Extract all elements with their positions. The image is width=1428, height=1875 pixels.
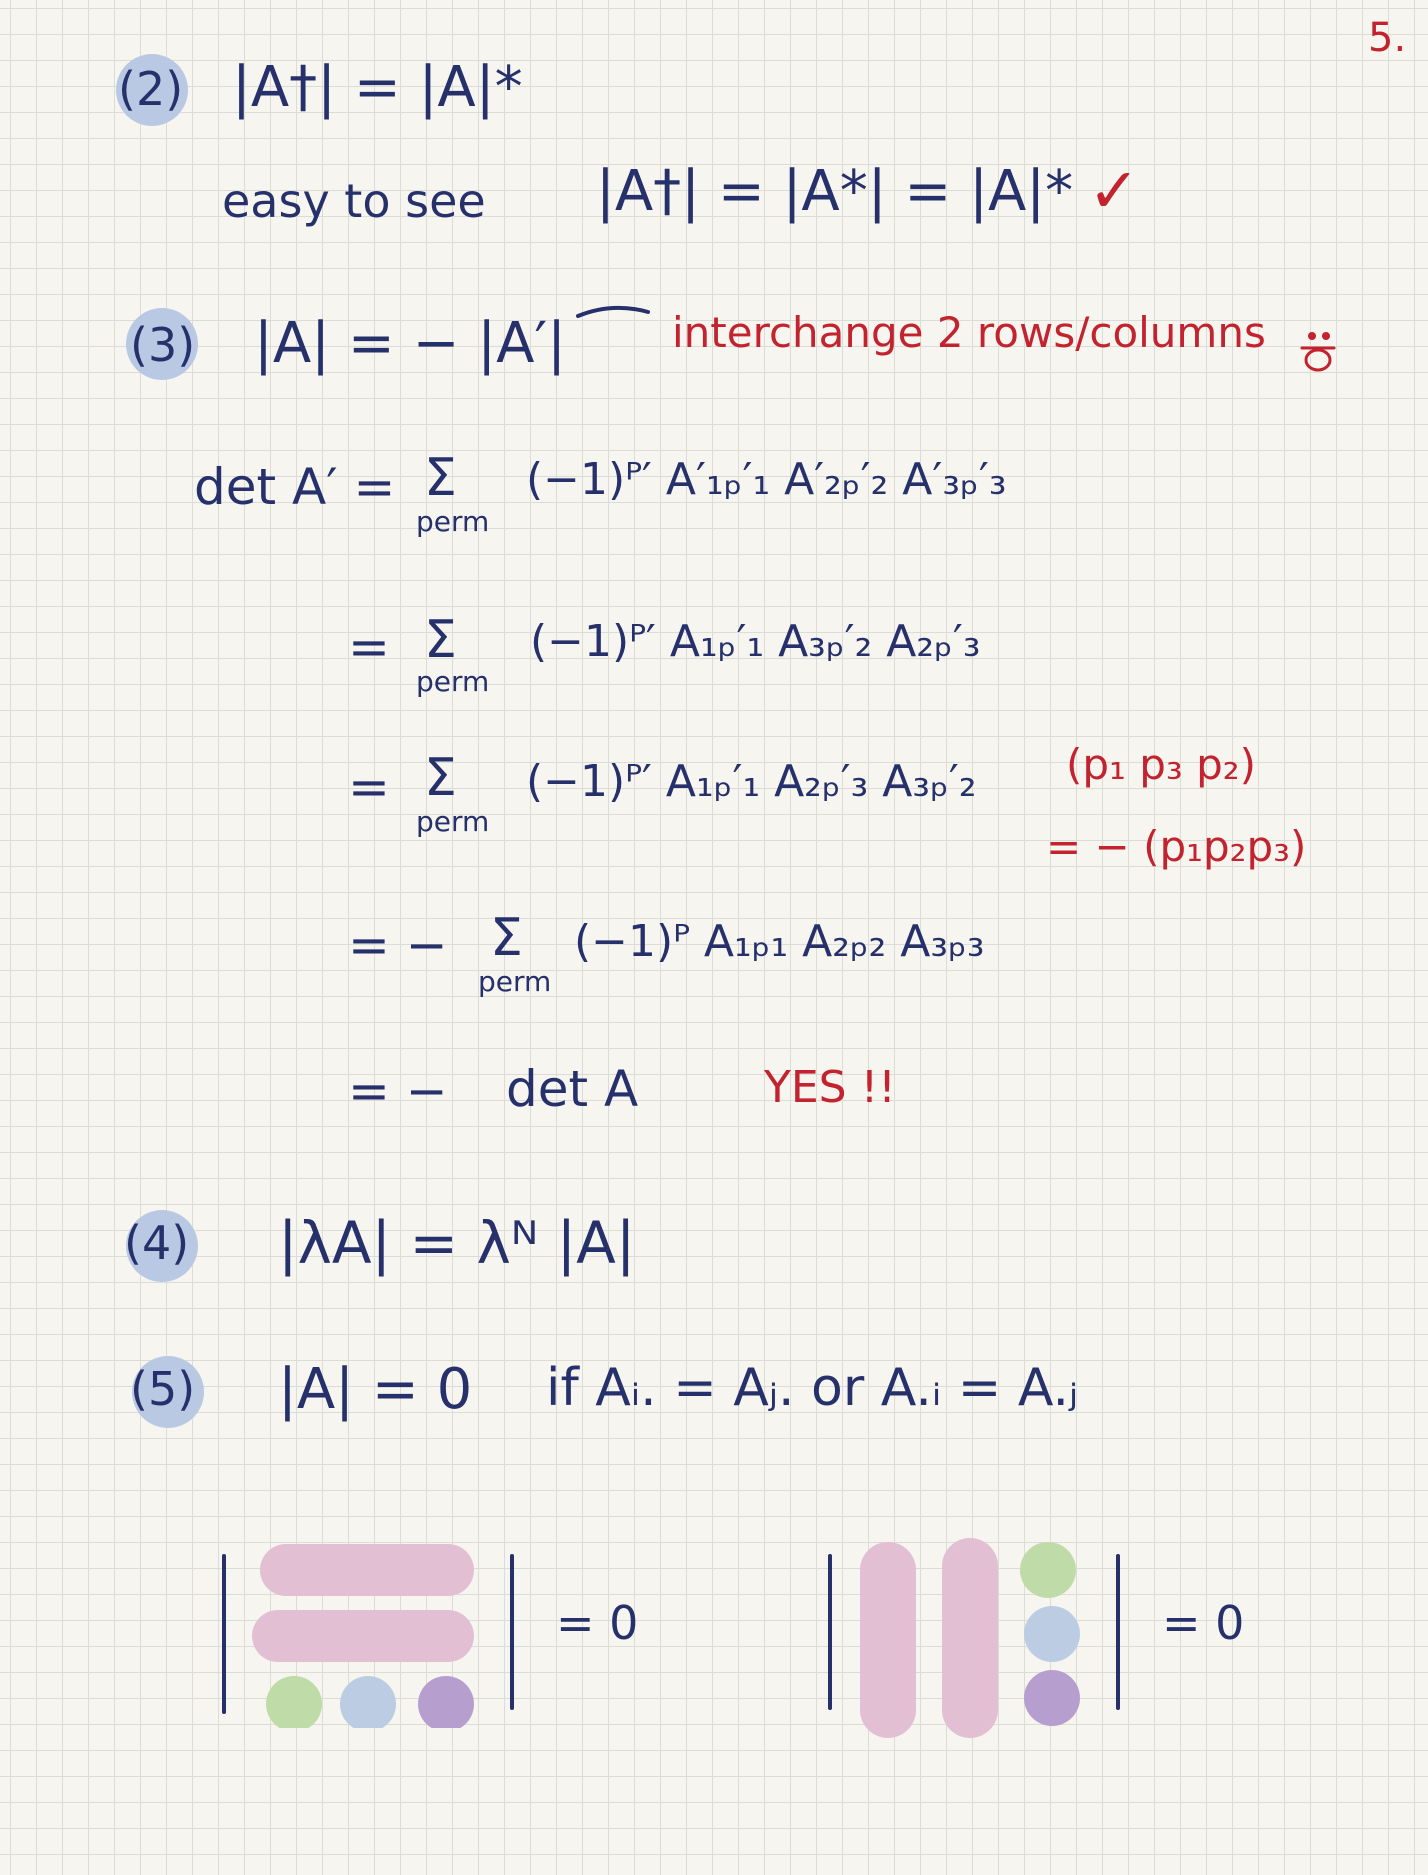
item-3-formula: |A| = − |A′| bbox=[254, 311, 567, 376]
sum-under: perm bbox=[416, 665, 490, 698]
item-4-label: (4) bbox=[124, 1216, 190, 1270]
side-note-1: (p₁ p₃ p₂) bbox=[1066, 740, 1256, 789]
green-cell bbox=[266, 1676, 322, 1728]
blue-cell bbox=[1024, 1606, 1080, 1662]
page-number: 5. bbox=[1368, 15, 1407, 61]
pink-row bbox=[260, 1544, 474, 1596]
item-5-condition: if Aᵢ. = Aⱼ. or A.ᵢ = A.ⱼ bbox=[546, 1358, 1079, 1418]
item-3-label: (3) bbox=[130, 318, 196, 372]
equal-columns-illustration bbox=[812, 1522, 1152, 1742]
step-expr: (−1)ᴾ′ A₁ₚ′₁ A₂ₚ′₃ A₃ₚ′₂ bbox=[526, 756, 977, 807]
sum-under: perm bbox=[478, 965, 552, 998]
item-5-label: (5) bbox=[130, 1362, 196, 1416]
sum-under: perm bbox=[416, 505, 490, 538]
green-cell bbox=[1020, 1542, 1076, 1598]
sum-under: perm bbox=[416, 805, 490, 838]
sum-symbol: Σ bbox=[424, 610, 457, 670]
checkmark-icon: ✓ bbox=[1088, 154, 1140, 227]
step-lhs: = bbox=[348, 758, 390, 816]
smiley-face-icon bbox=[1294, 326, 1342, 376]
item-2-note: easy to see bbox=[222, 174, 486, 228]
pink-row bbox=[252, 1610, 474, 1662]
pink-column bbox=[942, 1538, 998, 1738]
item-3-note: interchange 2 rows/columns bbox=[672, 308, 1266, 357]
equal-rows-illustration bbox=[210, 1528, 530, 1728]
equals-zero-columns: = 0 bbox=[1162, 1596, 1245, 1650]
step-expr: det A bbox=[506, 1060, 639, 1118]
step-expr: (−1)ᴾ A₁ₚ₁ A₂ₚ₂ A₃ₚ₃ bbox=[574, 916, 985, 967]
step-lhs: = − bbox=[348, 916, 448, 974]
item-2-formula: |A†| = |A|* bbox=[232, 55, 523, 120]
yes-exclaim: YES !! bbox=[764, 1062, 896, 1113]
purple-cell bbox=[1024, 1670, 1080, 1726]
sum-symbol: Σ bbox=[424, 448, 457, 508]
item-5-formula: |A| = 0 bbox=[278, 1357, 473, 1422]
side-note-2: = − (p₁p₂p₃) bbox=[1046, 822, 1307, 871]
item-2-derivation: |A†| = |A*| = |A|* bbox=[596, 159, 1074, 224]
purple-cell bbox=[418, 1676, 474, 1728]
step-lhs: det A′ = bbox=[194, 458, 396, 516]
sum-symbol: Σ bbox=[424, 748, 457, 808]
blue-cell bbox=[340, 1676, 396, 1728]
equals-zero-rows: = 0 bbox=[556, 1596, 639, 1650]
item-4-formula: |λA| = λᴺ |A| bbox=[278, 1209, 636, 1277]
pink-column bbox=[860, 1542, 916, 1738]
step-lhs: = bbox=[348, 618, 390, 676]
step-lhs: = − bbox=[348, 1062, 448, 1120]
item-2-label: (2) bbox=[118, 62, 184, 116]
arrow-dash bbox=[574, 300, 652, 320]
step-expr: (−1)ᴾ′ A′₁ₚ′₁ A′₂ₚ′₂ A′₃ₚ′₃ bbox=[526, 454, 1007, 505]
step-expr: (−1)ᴾ′ A₁ₚ′₁ A₃ₚ′₂ A₂ₚ′₃ bbox=[530, 616, 981, 667]
sum-symbol: Σ bbox=[490, 908, 523, 968]
